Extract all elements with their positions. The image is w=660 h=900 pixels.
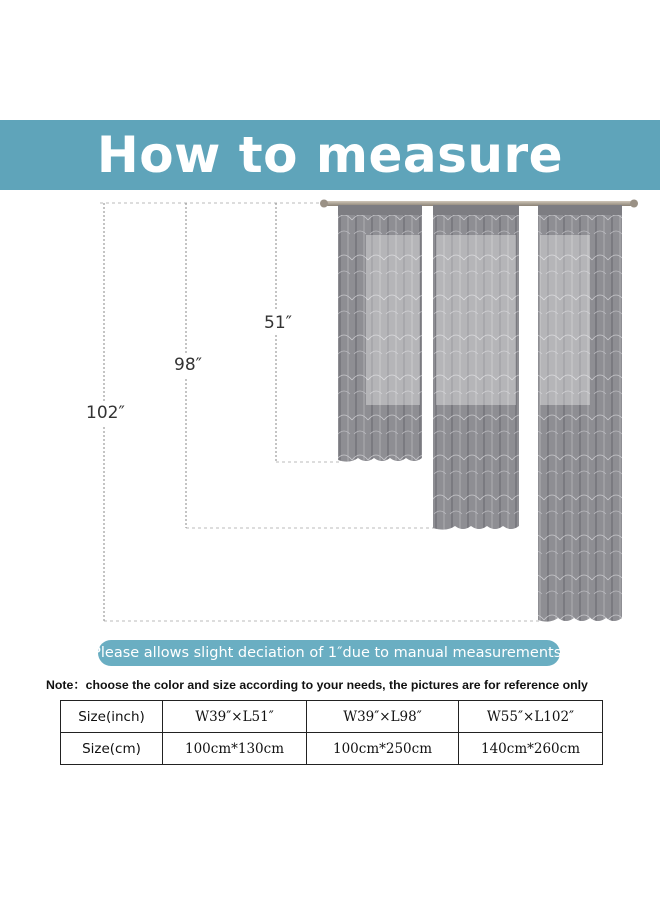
curtain-panel-102	[538, 205, 622, 622]
row-header-inch: Size(inch)	[61, 701, 163, 733]
page-title: How to measure	[96, 126, 564, 184]
measure-label-98: 98″	[174, 355, 202, 375]
row-header-cm: Size(cm)	[61, 733, 163, 765]
measure-label-102: 102″	[86, 403, 125, 423]
table-cell: 100cm*130cm	[163, 733, 307, 765]
curtain-panel-98	[433, 205, 519, 530]
table-cell: W39″×L51″	[163, 701, 307, 733]
table-cell: W55″×L102″	[459, 701, 603, 733]
table-cell: 100cm*250cm	[307, 733, 459, 765]
curtain-panel-51	[338, 205, 422, 462]
table-row	[61, 733, 603, 765]
size-table	[60, 700, 603, 765]
table-cell: 140cm*260cm	[459, 733, 603, 765]
deviation-note: Please allows slight deciation of 1″due to manual measurements.	[98, 640, 560, 666]
reference-note: Note：choose the color and size according to your needs, the pictures are for reference only	[46, 678, 588, 692]
table-row	[61, 701, 603, 733]
measure-label-51: 51″	[264, 313, 292, 333]
table-cell: W39″×L98″	[307, 701, 459, 733]
